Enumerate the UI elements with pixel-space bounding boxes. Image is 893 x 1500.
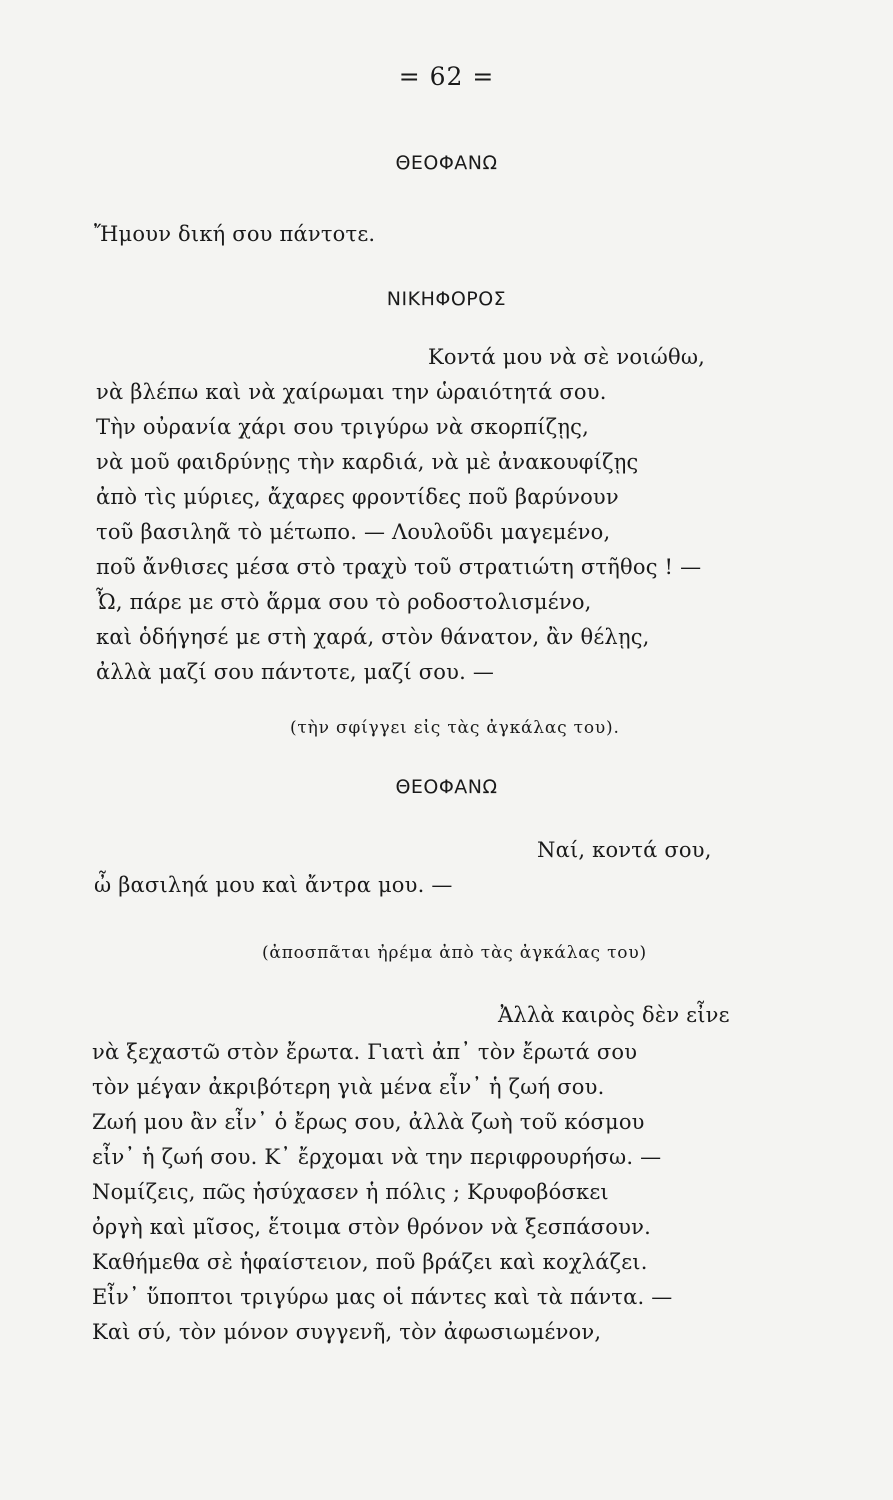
verse-line: ὀργὴ καὶ μῖσος, ἕτοιμα στὸν θρόνον νὰ ξεσπάσουν.: [92, 1215, 651, 1239]
verse-line: εἶν᾽ ἡ ζωή σου. Κ᾽ ἔρχομαι νὰ την περιφρουρήσω. —: [92, 1145, 662, 1169]
verse-line: ποῦ ἄνθισες μέσα στὸ τραχὺ τοῦ στρατιώτη στῆθος ! —: [96, 555, 702, 579]
verse-line: Ἀλλὰ καιρὸς δὲν εἶνε: [498, 1003, 730, 1027]
verse-line: ἀπὸ τὶς μύριες, ἄχαρες φροντίδες ποῦ βαρύνουν: [96, 485, 619, 509]
speaker-name-theophano: ΘΕΟΦΑΝΩ: [395, 776, 498, 798]
verse-line: Ζωή μου ἂν εἶν᾽ ὁ ἔρως σου, ἀλλὰ ζωὴ τοῦ κόσμου: [92, 1110, 645, 1134]
verse-line: ἀλλὰ μαζί σου πάντοτε, μαζί σου. —: [96, 660, 495, 684]
speaker-name-theophano: ΘΕΟΦΑΝΩ: [395, 152, 498, 174]
stage-direction: (τὴν σφίγγει εἰς τὰς ἀγκάλας του).: [290, 718, 620, 738]
stage-direction: (ἀποσπᾶται ἠρέμα ἀπὸ τὰς ἀγκάλας του): [262, 943, 647, 963]
page-number: = 62 =: [398, 62, 495, 91]
verse-line: νὰ ξεχαστῶ στὸν ἔρωτα. Γιατὶ ἀπ᾽ τὸν ἔρωτά σου: [92, 1040, 638, 1064]
verse-line: καὶ ὁδήγησέ με στὴ χαρά, στὸν θάνατον, ἂν θέλῃς,: [96, 625, 650, 649]
verse-line: Ναί, κοντά σου,: [537, 838, 712, 862]
verse-line: Ὦ, πάρε με στὸ ἅρμα σου τὸ ροδοστολισμένο,: [96, 590, 592, 614]
verse-line: τοῦ βασιληᾶ τὸ μέτωπο. — Λουλοῦδι μαγεμένο,: [96, 520, 611, 544]
verse-line: τὸν μέγαν ἀκριβότερη γιὰ μένα εἶν᾽ ἡ ζωή σου.: [92, 1075, 605, 1099]
verse-line: ὦ βασιληά μου καὶ ἄντρα μου. —: [94, 873, 453, 897]
verse-line: νὰ μοῦ φαιδρύνῃς τὴν καρδιά, νὰ μὲ ἀνακουφίζῃς: [96, 450, 639, 474]
verse-line: Ἤμουν δική σου πάντοτε.: [94, 222, 376, 246]
verse-line: Εἶν᾽ ὕποπτοι τριγύρω μας οἱ πάντες καὶ τὰ πάντα. —: [92, 1285, 673, 1309]
verse-line: νὰ βλέπω καὶ νὰ χαίρωμαι την ὡραιότητά σου.: [96, 380, 607, 404]
verse-line: Καὶ σύ, τὸν μόνον συγγενῆ, τὸν ἀφωσιωμένον,: [92, 1320, 602, 1344]
verse-line: Νομίζεις, πῶς ἡσύχασεν ἡ πόλις ; Κρυφοβόσκει: [92, 1180, 609, 1204]
verse-line: Τὴν οὐρανία χάρι σου τριγύρω νὰ σκορπίζῃς,: [96, 415, 589, 439]
verse-line: Κοντά μου νὰ σὲ νοιώθω,: [428, 345, 706, 369]
speaker-name-nikephoros: ΝΙΚΗΦΟΡΟΣ: [386, 288, 507, 310]
verse-line: Καθήμεθα σὲ ἡφαίστειον, ποῦ βράζει καὶ κοχλάζει.: [92, 1250, 648, 1274]
